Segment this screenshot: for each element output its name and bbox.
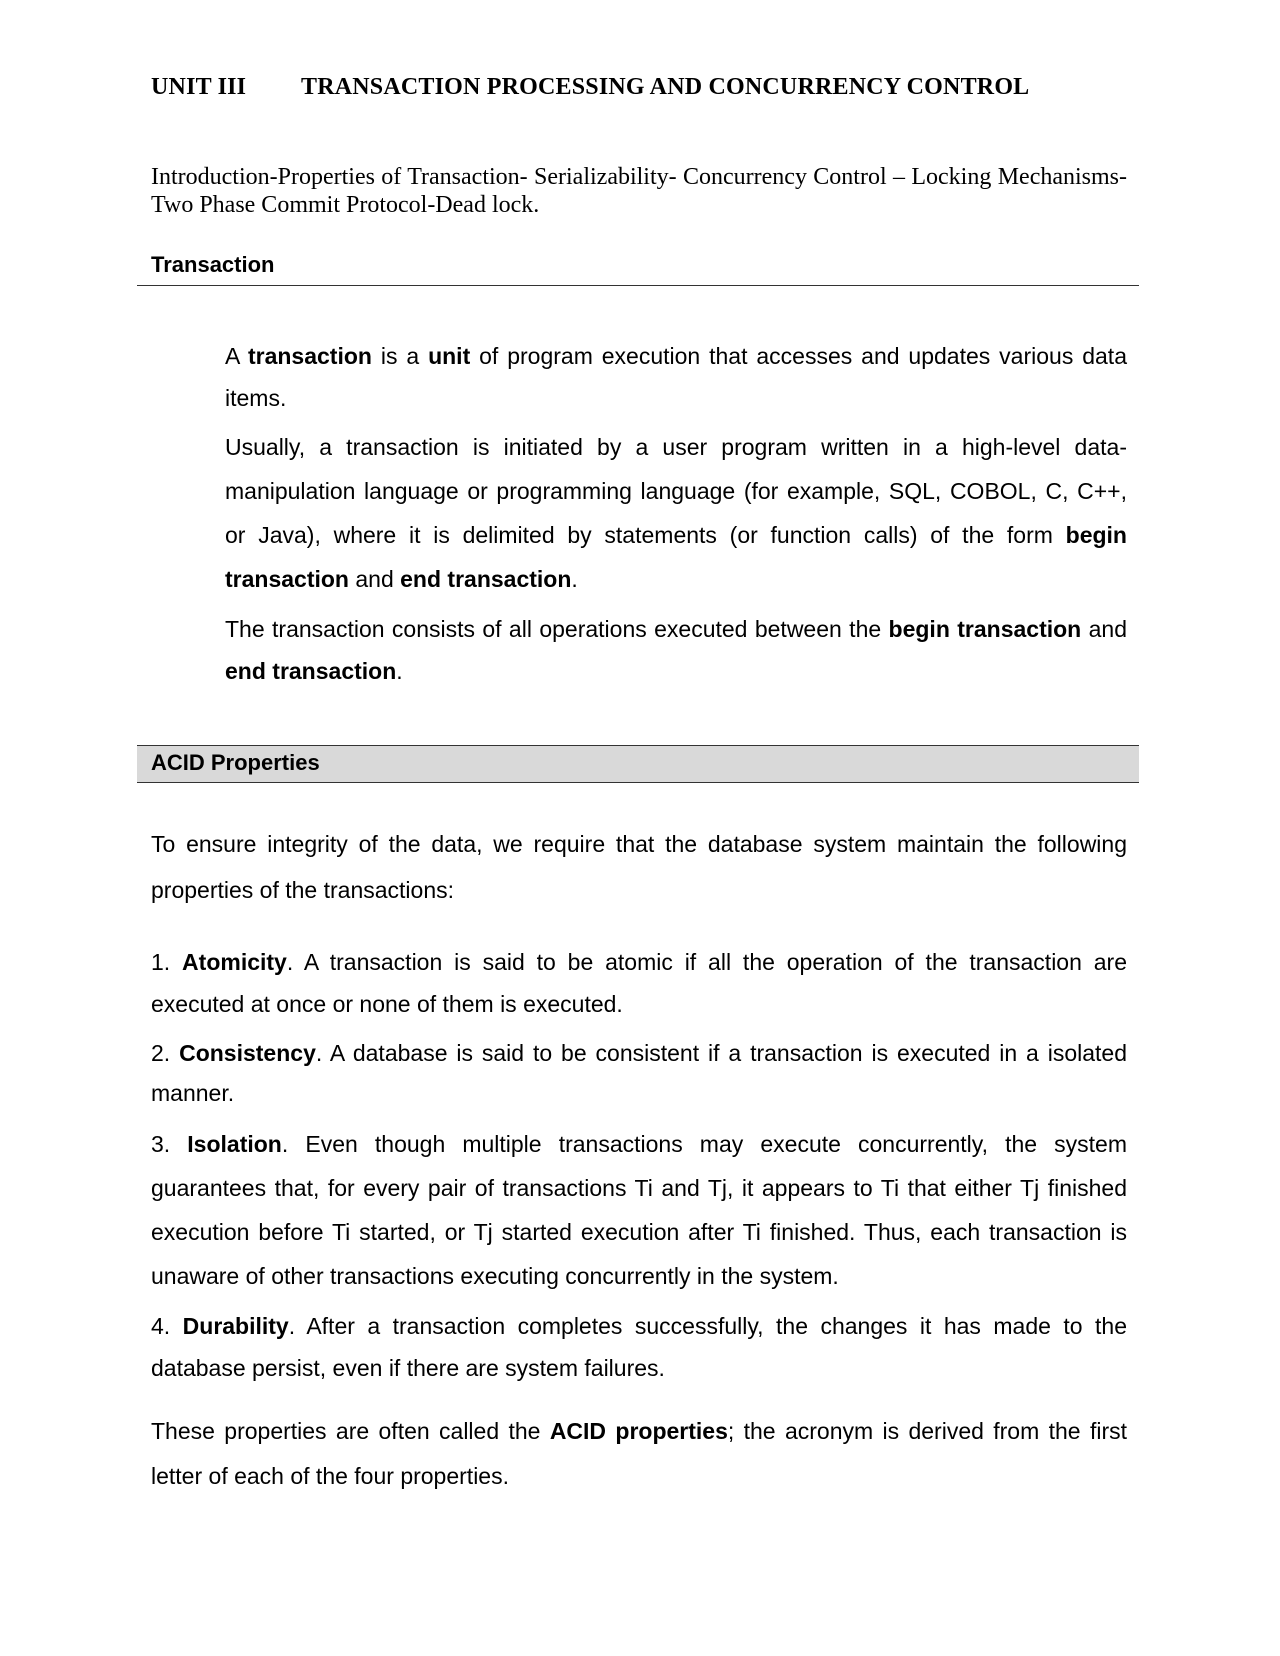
- bold-term-transaction: transaction: [247, 343, 372, 369]
- bold-term-isolation: Isolation: [187, 1131, 282, 1157]
- bold-term-unit: unit: [428, 343, 471, 369]
- acid-item-atomicity: [151, 941, 1127, 1025]
- section-heading-acid-properties: ACID Properties: [137, 745, 1139, 783]
- list-number: 1.: [151, 949, 183, 975]
- text-span: . Even though multiple transactions may execute concurrently, the system guarantees that, for every pair of transactions Ti and Tj, it appears to Ti that either Tj finished execution before Ti started, or Tj started execution after Ti finished. Thus, each transaction is unaware of other transactions executing concurrently in the system.: [151, 1131, 1127, 1289]
- text-span: A: [225, 343, 248, 369]
- text-span: of program execution that accesses and updates various data items.: [225, 343, 1127, 411]
- bold-term-begin-transaction: begin transaction: [888, 616, 1082, 642]
- acid-lead-paragraph: To ensure integrity of the data, we require that the database system maintain the following properties of the transactions:: [151, 831, 1127, 903]
- list-number: 4.: [151, 1313, 183, 1339]
- bold-term-end-transaction: end transaction: [400, 566, 572, 592]
- bold-term-end-transaction: end transaction: [225, 658, 397, 684]
- text-span: Usually, a transaction is initiated by a user program written in a high-level data-manipulation language or programming language (for example, SQL, COBOL, C, C++, or Java), where it is delimited by statements (or function calls) of the form: [225, 434, 1127, 548]
- unit-title: TRANSACTION PROCESSING AND CONCURRENCY CONTROL: [301, 74, 1030, 100]
- text-span: . A transaction is said to be atomic if all the operation of the transaction are executed at once or none of them is executed.: [151, 949, 1127, 1017]
- bold-term-begin-transaction: begin transaction: [225, 522, 1127, 592]
- text-span: and: [348, 566, 401, 592]
- bold-term-consistency: Consistency: [179, 1040, 316, 1066]
- text-span: is a: [371, 343, 429, 369]
- text-span: . A database is said to be consistent if a transaction is executed in a isolated manner.: [151, 1040, 1127, 1106]
- list-number: 2.: [151, 1040, 180, 1066]
- acid-item-isolation: [151, 1122, 1127, 1298]
- unit-topics-intro: Introduction-Properties of Transaction- Serializability- Concurrency Control – Locking Mechanisms-Two Phase Commit Protocol-Dead lock.: [151, 164, 1127, 218]
- text-span: The transaction consists of all operations executed between the: [225, 616, 889, 642]
- bold-term-durability: Durability: [182, 1313, 289, 1339]
- transaction-definition-paragraph: [225, 335, 1127, 419]
- unit-heading: [151, 74, 1030, 101]
- text-span: .: [396, 658, 403, 684]
- transaction-initiation-paragraph: [225, 425, 1127, 601]
- unit-number: UNIT III: [151, 74, 247, 100]
- acid-closing-paragraph: [151, 1409, 1127, 1499]
- text-span: . After a transaction completes successfully, the changes it has made to the database persist, even if there are system failures.: [151, 1313, 1127, 1381]
- transaction-operations-paragraph: [225, 608, 1127, 692]
- bold-term-acid-properties: ACID properties: [549, 1418, 728, 1444]
- section-heading-transaction: Transaction: [137, 250, 1139, 286]
- acid-item-consistency: [151, 1033, 1127, 1113]
- list-number: 3.: [151, 1131, 188, 1157]
- text-span: These properties are often called the: [151, 1418, 550, 1444]
- text-span: ; the acronym is derived from the first letter of each of the four properties.: [151, 1418, 1127, 1489]
- text-span: and: [1081, 616, 1127, 642]
- text-span: .: [571, 566, 578, 592]
- acid-item-durability: [151, 1305, 1127, 1389]
- bold-term-atomicity: Atomicity: [182, 949, 287, 975]
